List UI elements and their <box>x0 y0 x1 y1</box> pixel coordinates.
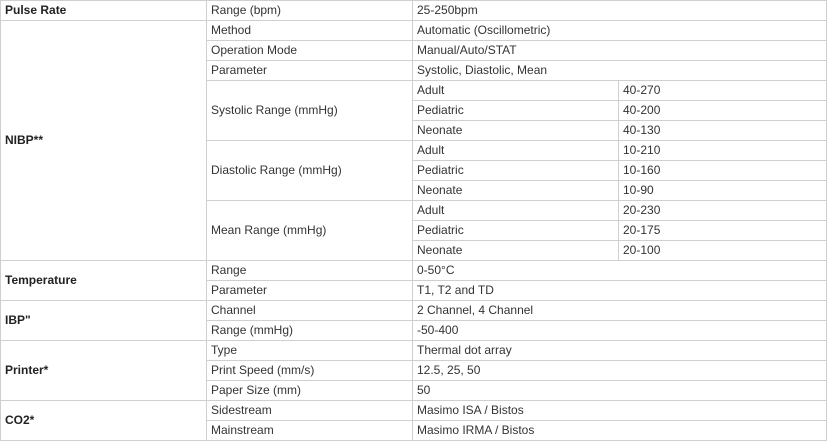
spec-label: Type <box>207 341 413 361</box>
spec-value: Automatic (Oscillometric) <box>413 21 827 41</box>
patient-group: Pediatric <box>413 161 619 181</box>
patient-group: Neonate <box>413 181 619 201</box>
range-value: 10-210 <box>619 141 827 161</box>
category-pulse-rate: Pulse Rate <box>1 1 207 21</box>
patient-group: Adult <box>413 81 619 101</box>
spec-label: Channel <box>207 301 413 321</box>
spec-value: Manual/Auto/STAT <box>413 41 827 61</box>
range-value: 40-130 <box>619 121 827 141</box>
spec-label: Range (mmHg) <box>207 321 413 341</box>
spec-label: Parameter <box>207 61 413 81</box>
spec-value: Masimo ISA / Bistos <box>413 401 827 421</box>
range-value: 40-200 <box>619 101 827 121</box>
spec-label: Operation Mode <box>207 41 413 61</box>
table-row <box>1 261 827 281</box>
spec-label: Method <box>207 21 413 41</box>
spec-value: 2 Channel, 4 Channel <box>413 301 827 321</box>
spec-label: Range <box>207 261 413 281</box>
spec-label-mean: Mean Range (mmHg) <box>207 201 413 261</box>
patient-group: Neonate <box>413 241 619 261</box>
spec-value: T1, T2 and TD <box>413 281 827 301</box>
category-printer: Printer* <box>1 341 207 401</box>
range-value: 10-160 <box>619 161 827 181</box>
spec-value: Thermal dot array <box>413 341 827 361</box>
table-row <box>1 301 827 321</box>
spec-value: 0-50°C <box>413 261 827 281</box>
patient-group: Adult <box>413 201 619 221</box>
spec-value: Masimo IRMA / Bistos <box>413 421 827 441</box>
table-row <box>1 1 827 21</box>
spec-label: Print Speed (mm/s) <box>207 361 413 381</box>
range-value: 20-175 <box>619 221 827 241</box>
spec-label-diastolic: Diastolic Range (mmHg) <box>207 141 413 201</box>
spec-label: Parameter <box>207 281 413 301</box>
category-nibp: NIBP** <box>1 21 207 261</box>
patient-group: Adult <box>413 141 619 161</box>
spec-value: 50 <box>413 381 827 401</box>
patient-group: Pediatric <box>413 221 619 241</box>
range-value: 20-100 <box>619 241 827 261</box>
spec-value: 25-250bpm <box>413 1 827 21</box>
spec-label: Paper Size (mm) <box>207 381 413 401</box>
spec-label: Sidestream <box>207 401 413 421</box>
patient-group: Neonate <box>413 121 619 141</box>
table-row <box>1 341 827 361</box>
spec-label-systolic: Systolic Range (mmHg) <box>207 81 413 141</box>
category-ibp: IBP" <box>1 301 207 341</box>
category-co2: CO2* <box>1 401 207 441</box>
range-value: 20-230 <box>619 201 827 221</box>
spec-value: -50-400 <box>413 321 827 341</box>
spec-label: Range (bpm) <box>207 1 413 21</box>
table-row <box>1 401 827 421</box>
range-value: 10-90 <box>619 181 827 201</box>
patient-group: Pediatric <box>413 101 619 121</box>
spec-value: 12.5, 25, 50 <box>413 361 827 381</box>
category-temperature: Temperature <box>1 261 207 301</box>
spec-label: Mainstream <box>207 421 413 441</box>
range-value: 40-270 <box>619 81 827 101</box>
table-row <box>1 21 827 41</box>
spec-value: Systolic, Diastolic, Mean <box>413 61 827 81</box>
